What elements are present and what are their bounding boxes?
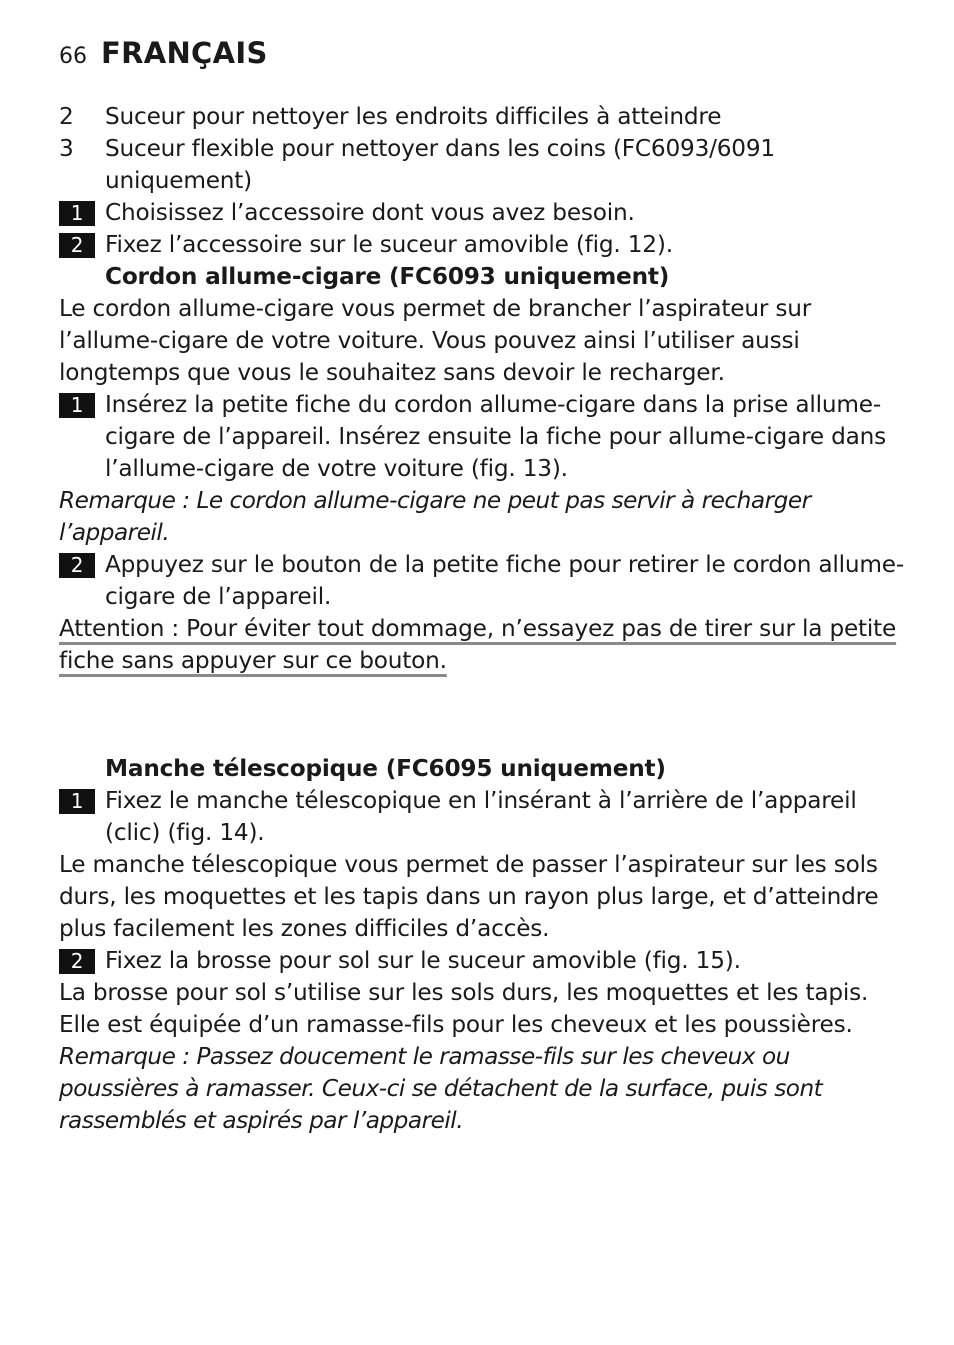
step-item: [59, 229, 904, 261]
list-item-text: Suceur flexible pour nettoyer dans les coins (FC6093/6091 uniquement): [105, 135, 775, 194]
page-content: [59, 101, 904, 1137]
step-description: Le manche télescopique vous permet de passer l’aspirateur sur les sols durs, les moquettes et les tapis dans un rayon plus large, et d’atteindre plus facilement les zones difficiles d’accès.: [59, 851, 879, 942]
list-item: [59, 133, 904, 197]
step-item: [59, 389, 904, 485]
step-text: Fixez la brosse pour sol sur le suceur amovible (fig. 15).: [105, 947, 741, 974]
step-number-badge: 2: [59, 233, 95, 258]
step-item: [59, 785, 904, 849]
list-item-text: Suceur pour nettoyer les endroits difficiles à atteindre: [105, 103, 722, 130]
step-item: [59, 197, 904, 229]
step-number-badge: 1: [59, 201, 95, 226]
section-intro: Le cordon allume-cigare vous permet de brancher l’aspirateur sur l’allume-cigare de votre voiture. Vous pouvez ainsi l’utiliser aussi longtemps que vous le souhaitez sans devoir le recharger.: [59, 295, 812, 386]
step-text: Fixez le manche télescopique en l’insérant à l’arrière de l’appareil (clic) (fig. 14).: [105, 787, 857, 846]
step-number-badge: 2: [59, 553, 95, 578]
language-title: FRANÇAIS: [101, 36, 268, 70]
list-item-number: 3: [59, 135, 74, 162]
step-number-badge: 1: [59, 789, 95, 814]
section-heading-cordon: Cordon allume-cigare (FC6093 uniquement): [105, 263, 670, 290]
step-description: La brosse pour sol s’utilise sur les sols durs, les moquettes et les tapis. Elle est équipée d’un ramasse-fils pour les cheveux et les poussières.: [59, 979, 869, 1038]
page-number: 66: [59, 44, 87, 69]
note-text: Remarque : Passez doucement le ramasse-fils sur les cheveux ou poussières à ramasser. Ceux-ci se détachent de la surface, puis sont rassemblés et aspirés par l’appareil.: [59, 1043, 823, 1134]
step-number-badge: 1: [59, 393, 95, 418]
step-text: Fixez l’accessoire sur le suceur amovible (fig. 12).: [105, 231, 673, 258]
attention-warning: Attention : Pour éviter tout dommage, n’essayez pas de tirer sur la petite fiche sans appuyer sur ce bouton.: [59, 615, 897, 674]
step-item: [59, 945, 904, 977]
page-header: [59, 36, 268, 70]
section-heading-manche: Manche télescopique (FC6095 uniquement): [105, 755, 666, 782]
list-item: [59, 101, 904, 133]
step-text: Insérez la petite fiche du cordon allume-cigare dans la prise allume-cigare de l’appareil. Insérez ensuite la fiche pour allume-cigare dans l’allume-cigare de votre voiture (fig. 13).: [105, 391, 887, 482]
list-item-number: 2: [59, 103, 74, 130]
note-text: Remarque : Le cordon allume-cigare ne peut pas servir à recharger l’appareil.: [59, 487, 811, 546]
step-text: Choisissez l’accessoire dont vous avez besoin.: [105, 199, 635, 226]
step-number-badge: 2: [59, 949, 95, 974]
step-item: [59, 549, 904, 613]
step-text: Appuyez sur le bouton de la petite fiche pour retirer le cordon allume-cigare de l’appareil.: [105, 551, 904, 610]
